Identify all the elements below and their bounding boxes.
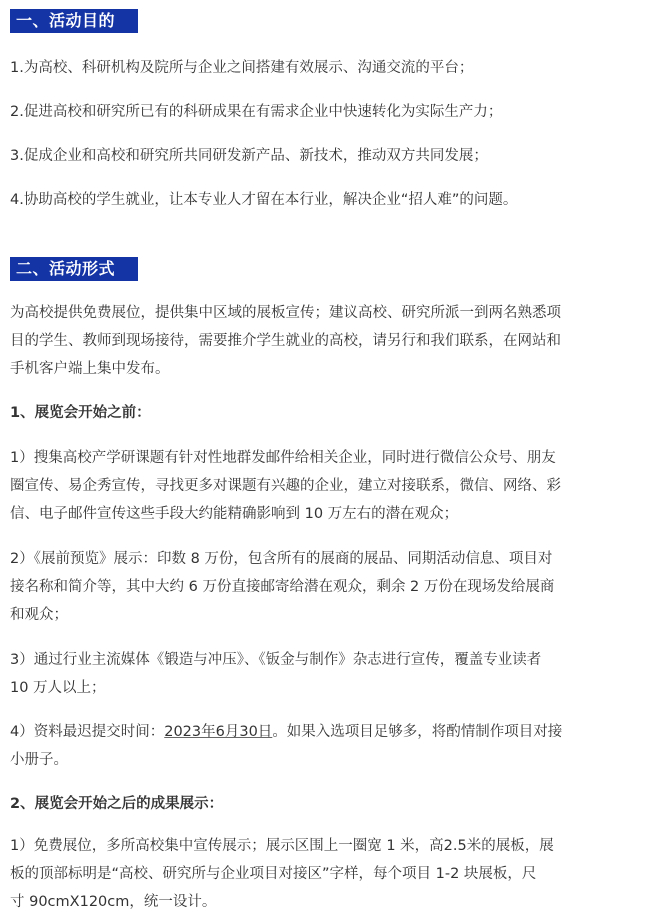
before-p2-line-2: 接名称和简介等，其中大约 6 万份直接邮寄给潜在观众，剩余 2 万份在现场发给展商 — [10, 579, 555, 595]
before-p1-line-2: 圈宣传、易企秀宣传，寻找更多对课题有兴趣的企业，建立对接联系，微信、网络、彩 — [10, 478, 561, 494]
intro-line-3: 手机客户端上集中发布。 — [10, 361, 170, 377]
before-p4-line-2: 小册子。 — [10, 752, 68, 768]
deadline-date-link[interactable]: 2023年6月30日 — [164, 724, 273, 740]
after-p1-line-2: 板的顶部标明是“高校、研究所与企业项目对接区”字样，每个项目 1-2 块展板，尺 — [10, 866, 537, 882]
after-expo-title: 2、展览会开始之后的成果展示： — [10, 796, 224, 812]
after-p1-line-3: 寸 90cmX120cm，统一设计。 — [10, 894, 217, 910]
purpose-item-1: 1.为高校、科研机构及院所与企业之间搭建有效展示、沟通交流的平台； — [10, 60, 474, 76]
intro-line-2: 目的学生、教师到现场接待，需要推介学生就业的高校，请另行和我们联系，在网站和 — [10, 333, 561, 349]
purpose-item-4: 4.协助高校的学生就业，让本专业人才留在本行业，解决企业“招人难”的问题。 — [10, 192, 518, 208]
deadline-note: 。如果入选项目足够多，将酌情制作项目对接 — [272, 724, 563, 740]
purpose-item-2: 2.促进高校和研究所已有的科研成果在有需求企业中快速转化为实际生产力； — [10, 104, 503, 120]
after-p1-line-1: 1）免费展位，多所高校集中宣传展示；展示区围上一圈宽 1 米，高2.5米的展板，展 — [10, 838, 554, 854]
before-p3-line-2: 10 万人以上； — [10, 680, 106, 696]
before-p3-line-1: 3）通过行业主流媒体《锻造与冲压》、《钣金与制作》杂志进行宣传，覆盖专业读者 — [10, 652, 542, 668]
section-heading-purpose: 一、活动目的 — [10, 9, 138, 33]
section-heading-format: 二、活动形式 — [10, 257, 138, 281]
before-p1-line-1: 1）搜集高校产学研课题有针对性地群发邮件给相关企业，同时进行微信公众号、朋友 — [10, 450, 556, 466]
before-p2-line-1: 2）《展前预览》展示：印数 8 万份，包含所有的展商的展品、同期活动信息、项目对 — [10, 551, 553, 567]
before-expo-title: 1、展览会开始之前： — [10, 405, 151, 421]
intro-line-1: 为高校提供免费展位，提供集中区域的展板宣传；建议高校、研究所派一到两名熟悉项 — [10, 305, 561, 321]
before-p1-line-3: 信、电子邮件宣传这些手段大约能精确影响到 10 万左右的潜在观众； — [10, 506, 459, 522]
before-p4-line-1 — [10, 718, 635, 746]
purpose-item-3: 3.促成企业和高校和研究所共同研发新产品、新技术，推动双方共同发展； — [10, 148, 488, 164]
deadline-label: 4）资料最迟提交时间： — [10, 724, 165, 740]
before-p2-line-3: 和观众； — [10, 607, 68, 623]
